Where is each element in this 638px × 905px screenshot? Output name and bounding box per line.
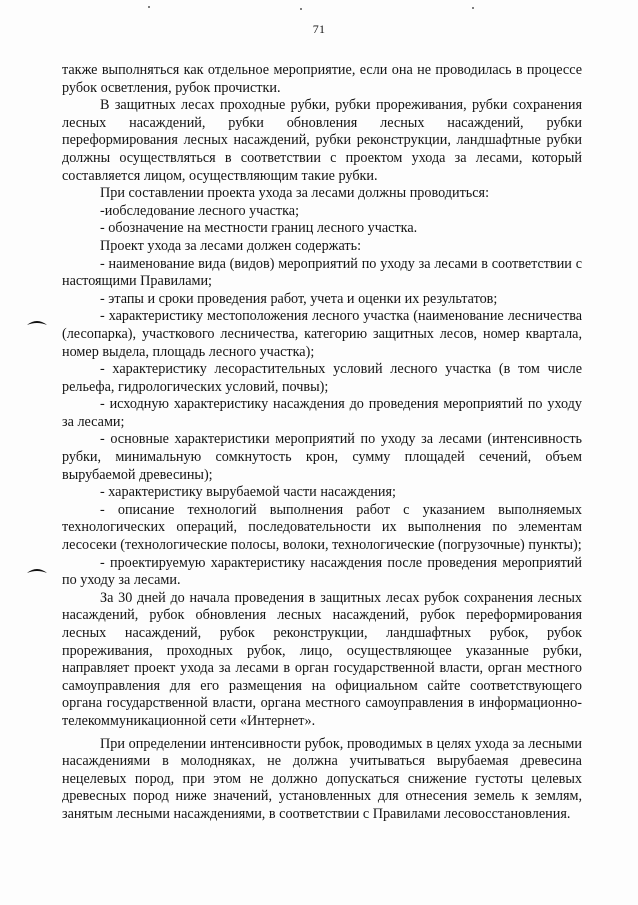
list-item: -иобследование лесного участка; <box>100 202 300 219</box>
list-item: - обозначение на местности границ лесного участка. <box>100 220 418 237</box>
paragraph: В защитных лесах проходные рубки, рубки прореживания, рубки сохранения лесных насаждений, рубки обновления лесных насаждений, рубки переформирования лесных насаждений, рубки реконструкции, ландшафтные рубки должны осуществляться в соответствии с проектом ухода за лесами, который составляется лицом, осуществляющим такие рубки. <box>62 97 582 184</box>
list-item: - проектируемую характеристику насаждения после проведения мероприятий по уходу за лесами. <box>62 554 582 589</box>
paragraph: За 30 дней до начала проведения в защитных лесах рубок сохранения лесных насаждений, рубок обновления лесных насаждений, рубок переформирования лесных насаждений, рубок реконструкции, ландшафтных рубок, рубок прореживания, проходных рубок, лицо, осуществляющее указанные рубки, направляет проект ухода за лесами в орган государственной власти, орган местного самоуправления для его размещения на официальном сайте соответствующего органа государственной власти, органа местного самоуправления в информационно-телекоммуникационной сети «Интернет». <box>62 589 582 729</box>
list-item: - описание технологий выполнения работ с указанием выполняемых технологических операций, последовательности их выполнения по элементам лесосеки (технологические полосы, волоки, технологические (погрузочные) пункты); <box>62 501 582 554</box>
paragraph: также выполняться как отдельное мероприятие, если она не проводилась в процессе рубок осветления, рубок прочистки. <box>62 62 582 96</box>
list-item: - характеристику лесорастительных условий лесного участка (в том числе рельефа, гидрологических условий, почвы); <box>62 361 582 395</box>
list-item: - наименование вида (видов) мероприятий по уходу за лесами в соответствии с настоящими Правилами; <box>62 255 582 290</box>
paragraph: Проект ухода за лесами должен содержать: <box>100 237 362 254</box>
binder-hole-mark <box>26 318 48 326</box>
paragraph: При составлении проекта ухода за лесами должны проводиться: <box>100 185 490 202</box>
page-number: 71 <box>312 22 326 36</box>
list-item: - характеристику местоположения лесного участка (наименование лесничества (лесопарка), участкового лесничества, категорию защитных лесов, номер квартала, номер выдела, площадь лесного участка); <box>62 308 582 360</box>
list-item: - характеристику вырубаемой части насаждения; <box>100 484 396 501</box>
paragraph: При определении интенсивности рубок, проводимых в целях ухода за лесными насаждениями в молодняках, не должна учитываться вырубаемая древесина нецелевых пород, при этом не должно допускаться снижение густоты целевых древесных пород ниже значений, установленных для отнесения земель к землям, занятым лесными насаждениями, в соответствии с Правилами лесовосстановления. <box>62 735 582 822</box>
binder-hole-mark <box>26 566 48 574</box>
scan-speck <box>148 6 150 8</box>
list-item: - исходную характеристику насаждения до проведения мероприятий по уходу за лесами; <box>62 396 582 430</box>
scan-speck <box>472 7 474 9</box>
list-item: - основные характеристики мероприятий по уходу за лесами (интенсивность рубки, минимальную сомкнутость крон, сумму площадей сечений, объем вырубаемой древесины); <box>62 431 582 483</box>
list-item: - этапы и сроки проведения работ, учета и оценки их результатов; <box>100 290 498 307</box>
scan-speck <box>300 8 302 10</box>
document-body <box>62 62 582 824</box>
